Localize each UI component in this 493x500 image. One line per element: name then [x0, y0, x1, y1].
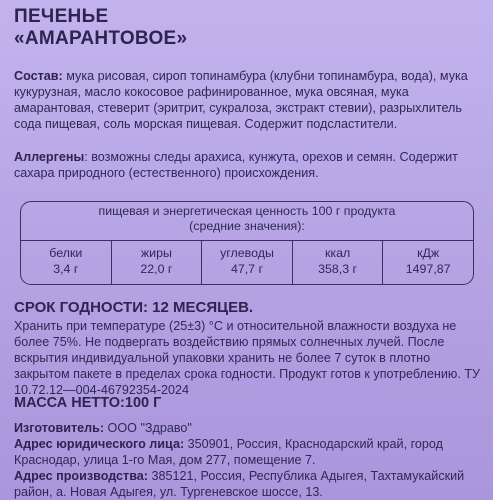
nutrition-columns [21, 240, 473, 284]
allergens-paragraph [14, 149, 484, 181]
nutrition-col-name: белки [49, 246, 83, 260]
nutrition-heading [21, 204, 473, 234]
shelf-life-title: СРОК ГОДНОСТИ: 12 МЕСЯЦЕВ. [14, 299, 254, 316]
nutrition-col-name: ккал [324, 246, 351, 260]
nutrition-table [20, 201, 474, 285]
composition-label: Состав: [14, 69, 63, 83]
manufacturer-value: ООО "Здраво" [104, 421, 192, 435]
nutrition-col-protein [21, 240, 111, 284]
production-address-label: Адрес производства: [14, 469, 148, 483]
nutrition-col-value: 22,0 г [140, 262, 173, 276]
production-address-value: 385121, Россия, Республика Адыгея, Тахтамукайский район, а. Новая Адыгея, ул. Тургеневское шоссе, 13. [14, 469, 465, 499]
legal-address-label: Адрес юридического лица: [14, 437, 185, 451]
nutrition-col-carbs [201, 240, 292, 284]
nutrition-col-name: кДж [417, 246, 440, 260]
allergens-text: : возможны следы арахиса, кунжута, орехов и семян. Содержит сахара природного (естественного) происхождения. [14, 150, 458, 180]
legal-address-line [14, 436, 484, 468]
product-title-line2: «АМАРАНТОВОЕ» [14, 28, 188, 49]
nutrition-col-value: 358,3 г [318, 262, 358, 276]
production-address-line [14, 468, 484, 500]
manufacturer-paragraph [14, 420, 484, 500]
product-title-line1: ПЕЧЕНЬЕ [14, 6, 109, 27]
manufacturer-line [14, 420, 484, 436]
allergens-label: Аллергены [14, 150, 85, 164]
nutrition-col-value: 3,4 г [53, 262, 79, 276]
nutrition-col-kj [382, 240, 473, 284]
nutrition-heading-line2: (средние значения): [189, 219, 305, 233]
nutrition-col-value: 47,7 г [230, 262, 264, 276]
nutrition-col-name: жиры [140, 246, 172, 260]
nutrition-col-value: 1497,87 [405, 262, 451, 276]
legal-address-value: 350901, Россия, Краснодарский край, город Краснодар, улица 1-го Мая, дом 277, помещение 7. [14, 437, 443, 467]
storage-paragraph: Хранить при температуре (25±3) °С и относительной влажности воздуха не более 75%. Не подвергать воздействию прямых солнечных лучей. После вскрытия индивидуальной упаковки хранить не более 7 суток в плотно закрытом пакете в пределах срока годности. Продукт готов к употреблению. ТУ 10.72.12—004-46792354-2024 [14, 319, 481, 397]
nutrition-heading-line1: пищевая и энергетическая ценность 100 г продукта [98, 204, 396, 218]
net-weight: МАССА НЕТТО:100 Г [14, 395, 162, 411]
nutrition-col-name: углеводы [220, 246, 274, 260]
manufacturer-label: Изготовитель: [14, 421, 105, 435]
composition-paragraph [14, 68, 484, 132]
product-title [14, 6, 187, 50]
nutrition-col-fat [111, 240, 202, 284]
composition-text: мука рисовая, сироп топинамбура (клубни топинамбура, вода), мука кукурузная, масло кокосовое рафинированное, мука овсяная, мука амарантовая, стеверит (эритрит, сукралоза, экстракт стевии), разрыхлитель сода пищевая, соль морская пищевая. Содержит подсластители. [14, 69, 468, 131]
nutrition-col-kcal [292, 240, 383, 284]
